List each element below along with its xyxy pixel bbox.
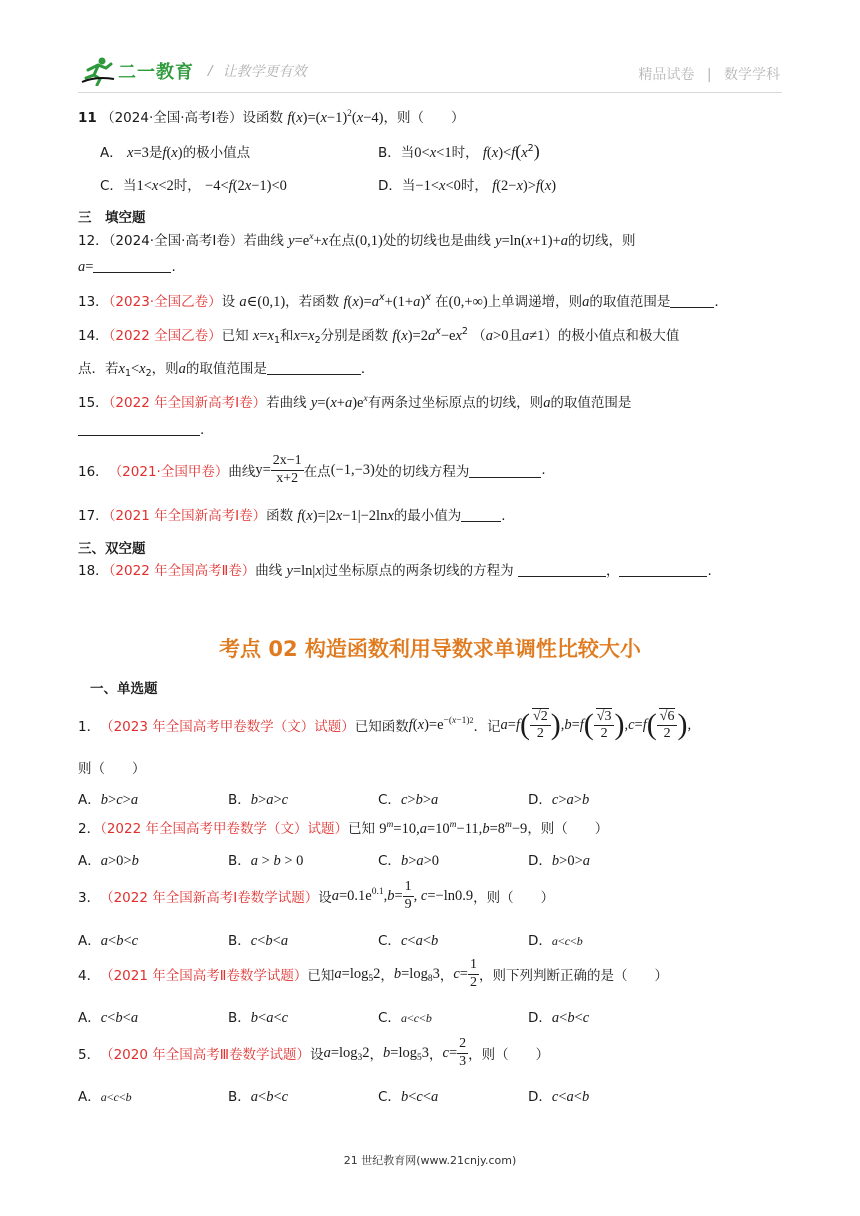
p3-option-b[interactable]: B．c<b<a	[228, 933, 289, 949]
section-single-choice: 一、单选题	[90, 681, 158, 697]
q17-line: 17．（2021 年全国新高考Ⅰ卷）函数 f(x)=|2x−1|−2lnx的最小值为 .	[78, 508, 506, 524]
p3-option-c[interactable]: C．c<a<b	[378, 933, 439, 949]
logo	[80, 56, 307, 86]
p2-option-c[interactable]: C．b>a>0	[378, 853, 440, 869]
p2-stem: 2．（2022 年全国高考甲卷数学（文）试题）已知 $9^m=10,a=10^m-11,b=8^m-9$，则（ ）	[78, 820, 609, 837]
q18-line: 18．（2022 年全国高考Ⅱ卷）曲线 y=ln|x|过坐标原点的两条切线的方程为 ， .	[78, 563, 712, 579]
p2-option-a[interactable]: A．a>0>b	[78, 853, 139, 869]
p4-option-a[interactable]: A．c<b<a	[78, 1010, 139, 1026]
q14-answer-blank[interactable]	[267, 360, 361, 375]
q15-answer-blank[interactable]	[78, 421, 200, 436]
q16-fraction: $\frac{2x-1}{x+2}$	[272, 453, 302, 486]
p4-option-b[interactable]: B．b<a<c	[228, 1010, 289, 1026]
p3-stem: 3． （2022 年全国新高考Ⅰ卷数学试题） 设 a $=0.1e^{0.1}$, b = $\frac{1}{9}$ , c =−ln0.9 ，则（ ）	[78, 879, 555, 912]
q11-option-a[interactable]: A． x=3是f(x)的极小值点	[100, 145, 251, 161]
p5-stem: 5． （2020 年全国高考Ⅲ卷数学试题） 设 a $=\log_32$ ， b $=\log_53$ ， c = $\frac{2}{3}$ ，则（ ）	[78, 1036, 550, 1069]
p2-option-b[interactable]: B．a > b > 0	[228, 853, 304, 869]
p1-stem-end: 则（ ）	[78, 761, 146, 777]
section-title: 考点 02 构造函数利用导数求单调性比较大小	[219, 637, 641, 661]
header-divider: |	[706, 67, 712, 83]
header-right	[638, 64, 780, 84]
q12-answer-blank[interactable]	[93, 258, 171, 273]
q16-answer-blank[interactable]	[469, 463, 541, 478]
q17-answer-blank[interactable]	[461, 507, 501, 522]
p4-stem: 4． （2021 年全国高考Ⅱ卷数学试题） 已知 a $=\log_52$ ， b $=\log_83$ ， c = $\frac{1}{2}$ ，则下列判断正确的是（ ）	[78, 957, 668, 990]
q13-line: 13．（2023·全国乙卷）设 a∈(0,1)，若函数 $f(x)=a^x+(1+a)^x$ 在(0,+∞)上单调递增，则a的取值范围是 .	[78, 292, 719, 310]
header-right-right: 数学学科	[724, 67, 780, 83]
slogan: 让教学更有效	[222, 64, 307, 80]
q18-answer-blank-2[interactable]	[619, 562, 707, 577]
logo-text: 二一教育	[118, 62, 194, 83]
header-rule	[78, 92, 782, 93]
q13-answer-blank[interactable]	[670, 293, 714, 308]
q18-answer-blank-1[interactable]	[518, 562, 606, 577]
section-fill-in: 三 填空题	[78, 210, 146, 226]
p3-option-a[interactable]: A．a<b<c	[78, 933, 139, 949]
p1-stem: 1． （2023 年全国高考甲卷数学（文）试题） 已知函数 f ( x )$=e^{-(x-1)2}$ ．记 a = f ( $\frac{√2}{2}$ ) , b = f ( $\frac{√3}{2}$ ) , c = f ( $\frac{√6}{2}$ ) ,	[78, 708, 692, 741]
header-right-left: 精品试卷	[638, 67, 695, 83]
header-slash: /	[208, 63, 213, 79]
p2-option-d[interactable]: D．b>0>a	[528, 853, 591, 869]
page-footer: 21 世纪教育网(www.21cnjy.com)	[343, 1154, 517, 1167]
p1-option-a[interactable]: A．b>c>a	[78, 792, 139, 808]
p1-option-c[interactable]: C．c>b>a	[378, 792, 439, 808]
p5-option-a[interactable]: A．a<c<b	[78, 1089, 132, 1105]
p5-option-b[interactable]: B．a<b<c	[228, 1089, 289, 1105]
p4-option-c[interactable]: C．a<c<b	[378, 1010, 432, 1026]
q15-line2: .	[78, 421, 204, 438]
q12-line1: 12．（2024·全国·高考Ⅰ卷）若曲线 $y=e^x+x$在点(0,1)处的切线也是曲线 y=ln(x+1)+a的切线，则	[78, 232, 636, 249]
q11-option-b[interactable]: B．当0<x<1时， $f(x)<f(x^2)$	[378, 141, 540, 161]
runner-logo-icon	[80, 56, 116, 86]
q14-line1: 14．（2022 全国乙卷）已知 $x=x_1$和$x=x_2$分别是函数 $f(x)=2a^x-ex^2$ （a>0且a≠1）的极小值点和极大值	[78, 326, 680, 346]
p5-option-d[interactable]: D．c<a<b	[528, 1089, 590, 1105]
p1-option-d[interactable]: D．c>a>b	[528, 792, 590, 808]
q11-stem: 11 （2024·全国·高考Ⅰ卷）设函数 $f(x)=(x-1)^2(x-4)$，则（ ）	[78, 109, 465, 126]
p4-option-d[interactable]: D．a<b<c	[528, 1010, 590, 1026]
p1-option-b[interactable]: B．b>a>c	[228, 792, 289, 808]
q12-line2: a= .	[78, 259, 176, 275]
p3-option-d[interactable]: D．a<c<b	[528, 933, 583, 949]
p5-option-c[interactable]: C．b<c<a	[378, 1089, 439, 1105]
q16-line: 16． （2021·全国甲卷） 曲线 y= $\frac{2x-1}{x+2}$ 在点 (−1,−3) 处的切线方程为 .	[78, 453, 546, 486]
section-dual-blank: 三、双空题	[78, 541, 146, 557]
q11-option-d[interactable]: D．当−1<x<0时， f(2−x)>f(x)	[378, 178, 557, 194]
q11-option-c[interactable]: C．当1<x<2时， −4<f(2x−1)<0	[100, 178, 287, 194]
q15-line1: 15．（2022 年全国新高考Ⅰ卷）若曲线 $y=(x+a)e^x$有两条过坐标原点的切线，则a的取值范围是	[78, 394, 632, 411]
q14-line2: 点．若$x_1<x_2$，则a的取值范围是 ．	[78, 361, 375, 379]
